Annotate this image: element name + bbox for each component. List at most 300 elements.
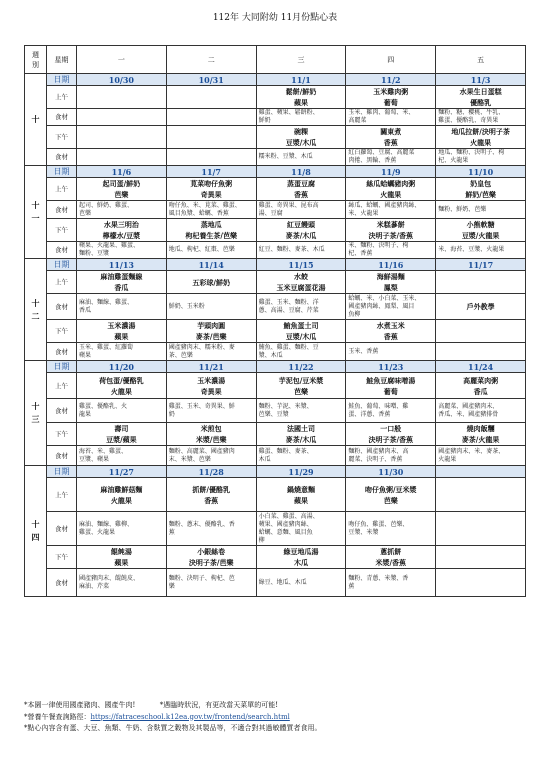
- pm-ingredients-cell: [436, 149, 526, 166]
- pm-snack-line: 麥茶/芭樂: [195, 332, 227, 341]
- note-allergens: *點心內容含有蛋、大豆、魚類、牛奶、含麩質之穀物及其製品等，不適合對其過敏體質者食用。: [24, 724, 322, 732]
- date-label: 日期: [47, 166, 77, 178]
- am-ingredients-row: [25, 109, 526, 126]
- am-snack-cell: [436, 86, 526, 109]
- pm-ingredients-cell: [256, 446, 346, 466]
- pm-snack-cell: [346, 219, 436, 242]
- am-ingredients-line: 蕉: [168, 528, 175, 536]
- am-snack-cell: [256, 86, 346, 109]
- am-ingredients-line: 鮮奶、玉米粉: [168, 302, 205, 310]
- pm-ingredients-line: 鮪魚、雞蛋、麵粉、豆: [258, 343, 319, 351]
- date-cell: 11/21: [166, 361, 256, 373]
- am-snack-line: 火龍果: [380, 190, 402, 199]
- am-ingredients-line: 雞蛋、優酪乳、奇異果: [438, 117, 499, 124]
- am-ingredients-cell: [256, 294, 346, 320]
- am-ingredients-cell: [346, 512, 436, 546]
- pm-snack-cell: [346, 546, 436, 569]
- pm-snack-cell: [436, 126, 526, 149]
- am-ingredients-row: [25, 294, 526, 320]
- field-trip-label: 戶外教學: [466, 301, 495, 311]
- pm-row: [25, 219, 526, 242]
- am-row: [25, 373, 526, 399]
- pm-ingredients-line: 漿、木瓜: [258, 351, 283, 359]
- pm-snack-cell: [346, 320, 436, 343]
- pm-ingredients-line: 國產豬肉末、米、麥茶、: [438, 447, 505, 455]
- pm-ingredients-line: 麵粉、高麗菜、國產豬肉: [168, 447, 235, 455]
- pm-snack-line: 鮪魚蛋土司: [283, 321, 319, 330]
- pm-row: [25, 546, 526, 569]
- am-snack-cell: [166, 86, 256, 109]
- pm-snack-line: 小銀絲卷: [197, 547, 226, 556]
- am-ingredients-line: 高麗菜、國產豬肉末、: [438, 402, 499, 410]
- pm-ingredients-cell: [436, 569, 526, 597]
- pm-snack-cell: [166, 423, 256, 446]
- pm-ingredients-cell: [346, 569, 436, 597]
- am-snack-line: 葡萄: [383, 98, 398, 107]
- pm-ingredients-line: 肉捲、黑輪、香蕉: [348, 157, 397, 164]
- pm-ingredients-line: 紅豆、麵粉、麥茶、木瓜: [258, 246, 325, 253]
- pm-snack-line: 蘋果: [114, 332, 129, 341]
- week-label: 十 四: [25, 466, 47, 597]
- pm-snack-line: 米煎包: [200, 424, 222, 433]
- am-ingredients-cell: [436, 399, 526, 423]
- date-cell: 11/23: [346, 361, 436, 373]
- am-snack-line: 玉米豆腐蛋花湯: [276, 283, 326, 292]
- pm-snack-cell: [166, 320, 256, 343]
- date-cell: 11/15: [256, 259, 346, 271]
- am-snack-cell: [436, 271, 526, 294]
- snack-schedule-table: [24, 45, 526, 597]
- pm-snack-line: 米糕蔘餅: [376, 220, 405, 229]
- date-cell: 11/13: [77, 259, 167, 271]
- am-snack-line: 鳳梨: [383, 283, 398, 292]
- am-snack-line: 奇異果: [200, 190, 222, 199]
- am-snack-cell: [77, 271, 167, 294]
- am-ingredients-line: 米、火龍果: [348, 209, 379, 217]
- date-cell: 11/27: [77, 466, 167, 478]
- pm-ingredients-line: 麵粉、國產豬肉末、高: [348, 447, 409, 455]
- date-cell: 11/24: [436, 361, 526, 373]
- pm-ingredients-line: 火龍果: [438, 455, 457, 463]
- row-label: 食材: [47, 294, 77, 320]
- am-ingredients-cell: [256, 399, 346, 423]
- am-ingredients-line: 雞蛋、玉米、奇異果、鮮: [168, 402, 235, 410]
- am-ingredients-line: 雞蛋、優酪乳、火: [79, 402, 128, 410]
- am-ingredients-line: 蘋果、國產豬肉絲、: [258, 520, 313, 528]
- pm-snack-line: 芋頭肉圓: [197, 321, 226, 330]
- pm-snack-cell: [436, 546, 526, 569]
- row-label: 上午: [47, 86, 77, 109]
- pm-ingredients-line: 麻油、芹菜: [79, 582, 110, 590]
- pm-snack-line: 香蕉: [383, 332, 398, 341]
- am-ingredients-line: 高麗菜: [348, 117, 367, 124]
- am-snack-line: 絲瓜蛤蠣豬肉粥: [366, 179, 416, 188]
- pm-row: [25, 126, 526, 149]
- date-row: [25, 466, 526, 478]
- am-row: [25, 271, 526, 294]
- am-snack-line: 海鮮湯麵: [376, 272, 405, 281]
- week-header-label: 週 別: [32, 50, 39, 69]
- date-row: [25, 166, 526, 178]
- pm-snack-line: 綠豆地瓜湯: [283, 547, 319, 556]
- am-ingredients-line: 小白菜、雞蛋、高湯、: [258, 512, 319, 520]
- pm-ingredients-line: 豆漿、蘋果: [79, 455, 110, 463]
- pm-ingredients-line: 米、麵粉、決明子、枸: [348, 242, 409, 249]
- pm-ingredients-cell: [256, 242, 346, 259]
- am-snack-line: 火龍果: [110, 495, 132, 505]
- pm-ingredients-line: 蕉: [348, 582, 355, 590]
- row-label: 食材: [47, 109, 77, 126]
- date-label: 日期: [47, 466, 77, 478]
- am-row: [25, 86, 526, 109]
- am-ingredients-line: 國產豬肉絲、鳳梨、風目: [348, 302, 415, 310]
- week-label: 十 一: [25, 166, 47, 259]
- am-snack-line: 鍋燒意麵: [286, 484, 315, 494]
- am-snack-cell: [166, 178, 256, 201]
- pm-snack-line: 關東煮: [380, 127, 402, 136]
- am-snack-line: 奶皇包: [470, 179, 492, 188]
- note-meat-and-changes: *本園一律使用國產豬肉、國產牛肉! *遇臨時狀況，有更改當天菜單的可能!: [24, 701, 279, 709]
- am-ingredients-cell: [166, 399, 256, 423]
- am-ingredients-line: 蔥、高湯、豆腐、芹菜: [258, 306, 319, 314]
- am-ingredients-cell: [256, 201, 346, 219]
- pm-snack-line: 米漿/香蕉: [375, 558, 407, 567]
- pm-ingredients-line: 糯米粉、豆漿、木瓜: [258, 153, 313, 160]
- date-cell: [436, 466, 526, 478]
- pm-ingredients-cell: [166, 446, 256, 466]
- am-ingredients-cell: [77, 201, 167, 219]
- pm-snack-cell: [436, 423, 526, 446]
- am-snack-line: 起司蛋/鮮奶: [102, 179, 141, 188]
- pm-snack-cell: [77, 320, 167, 343]
- am-ingredients-line: 麻油、麵線、雞蛋、: [79, 298, 134, 306]
- pm-snack-cell: [256, 126, 346, 149]
- am-ingredients-line: 香瓜: [79, 306, 92, 314]
- pm-ingredients-cell: [166, 569, 256, 597]
- am-snack-line: 優酪乳: [470, 98, 492, 107]
- pm-row: [25, 320, 526, 343]
- day-header-wed: 三: [256, 46, 346, 74]
- am-ingredients-line: 雞蛋、玉米、麵粉、洋: [258, 298, 319, 306]
- row-label: 食材: [47, 242, 77, 259]
- date-cell: 11/6: [77, 166, 167, 178]
- am-ingredients-line: 蛤蠣、米、小白菜、玉米、: [348, 294, 421, 302]
- am-ingredients-line: 麵粉、鮮奶、芭樂: [438, 205, 487, 213]
- pm-ingredients-line: 國產豬肉末、糯米粉、麥: [168, 343, 235, 351]
- pm-snack-cell: [256, 219, 346, 242]
- pm-ingredients-cell: [436, 242, 526, 259]
- pm-ingredients-line: 雞蛋、麵粉、麥茶、: [258, 447, 313, 455]
- pm-snack-line: 豆漿/木瓜: [285, 332, 317, 341]
- am-ingredients-cell: [436, 109, 526, 126]
- am-ingredients-line: 絲瓜、蛤蠣、國產豬肉絲、: [348, 201, 421, 209]
- pm-ingredients-cell: [436, 343, 526, 361]
- am-ingredients-row: [25, 399, 526, 423]
- date-label: 日期: [47, 259, 77, 271]
- pm-ingredients-line: 麗菜、決明子、香蕉: [348, 455, 403, 463]
- pm-snack-line: 枸杞養生茶/芭樂: [185, 231, 237, 240]
- pm-ingredients-line: 海苔、米、雞蛋、: [79, 447, 128, 455]
- note-lunch-lookup: [24, 712, 534, 724]
- row-label: 食材: [47, 343, 77, 361]
- am-ingredients-line: 風目魚漿、蛤蠣、香蕉: [168, 209, 229, 217]
- footnotes: [24, 700, 534, 735]
- date-cell: 11/30: [346, 466, 436, 478]
- am-ingredients-cell: [436, 294, 526, 320]
- pm-snack-line: 檸檬水/豆漿: [102, 231, 141, 240]
- pm-snack-line: 豆漿/蘋果: [106, 435, 137, 444]
- pm-ingredients-cell: [436, 446, 526, 466]
- am-ingredients-line: 鮮奶: [258, 117, 271, 124]
- am-ingredients-line: 起司、鮮奶、雞蛋、: [79, 201, 134, 209]
- pm-ingredients-cell: [346, 149, 436, 166]
- pm-snack-cell: [77, 219, 167, 242]
- am-ingredients-line: 豆漿、米漿: [348, 528, 379, 536]
- pm-snack-cell: [256, 546, 346, 569]
- pm-ingredients-line: 木瓜: [258, 455, 271, 463]
- am-snack-line: 鮭魚豆腐味噌湯: [366, 375, 416, 385]
- am-snack-cell: [346, 178, 436, 201]
- am-snack-cell: [256, 178, 346, 201]
- day-header-fri: 五: [436, 46, 526, 74]
- pm-ingredients-cell: [256, 149, 346, 166]
- pm-snack-line: 蘋果: [114, 558, 129, 567]
- pm-snack-line: 一口般: [380, 424, 402, 433]
- pm-ingredients-cell: [77, 446, 167, 466]
- pm-ingredients-row: [25, 446, 526, 466]
- row-label: 食材: [47, 149, 77, 166]
- am-ingredients-cell: [346, 399, 436, 423]
- am-ingredients-cell: [436, 512, 526, 546]
- am-ingredients-cell: [166, 109, 256, 126]
- pm-ingredients-line: 樂: [168, 582, 175, 590]
- row-label: 下午: [47, 320, 77, 343]
- date-cell: 11/20: [77, 361, 167, 373]
- am-ingredients-line: 麻油、麵線、雞柳、: [79, 520, 134, 528]
- pm-snack-line: 小熊軟糖: [466, 220, 495, 229]
- am-snack-cell: [256, 271, 346, 294]
- am-snack-cell: [346, 478, 436, 512]
- pm-ingredients-row: [25, 569, 526, 597]
- am-ingredients-line: 麵粉、蔥末、優酪乳、香: [168, 520, 235, 528]
- am-snack-cell: [77, 86, 167, 109]
- row-label: 食材: [47, 512, 77, 546]
- date-cell: 10/31: [166, 74, 256, 86]
- am-ingredients-cell: [256, 512, 346, 546]
- pm-snack-line: 豆漿/木瓜: [285, 138, 317, 147]
- date-cell: 11/8: [256, 166, 346, 178]
- pm-snack-cell: [436, 219, 526, 242]
- pm-ingredients-line: 紅白蘿蔔、豆腐、高麗菜: [348, 149, 415, 156]
- am-snack-cell: [166, 478, 256, 512]
- pm-snack-line: 蒸地瓜: [200, 220, 222, 229]
- am-ingredients-line: 魚柳: [348, 310, 361, 318]
- pm-snack-line: 決明子茶/香蕉: [368, 231, 414, 240]
- day-header-thu: 四: [346, 46, 436, 74]
- date-cell: 11/9: [346, 166, 436, 178]
- am-snack-cell: [346, 373, 436, 399]
- week-label: 十 三: [25, 361, 47, 466]
- am-ingredients-cell: [346, 201, 436, 219]
- row-label: 食材: [47, 446, 77, 466]
- lunch-lookup-link[interactable]: https://fatraceschool.k12ea.gov.tw/frontend/search.html: [90, 712, 290, 721]
- date-cell: 11/2: [346, 74, 436, 86]
- am-snack-line: 香瓜: [114, 283, 129, 292]
- am-snack-line: 莧菜吻仔魚粥: [190, 179, 233, 188]
- am-ingredients-cell: [77, 294, 167, 320]
- am-ingredients-line: 奶: [168, 410, 175, 418]
- pm-snack-cell: [77, 546, 167, 569]
- am-ingredients-line: 芭樂、豆漿: [258, 410, 289, 418]
- pm-row: [25, 423, 526, 446]
- pm-ingredients-cell: [166, 242, 256, 259]
- am-ingredients-cell: [77, 109, 167, 126]
- am-ingredients-line: 香瓜、米、國產豬排骨: [438, 410, 499, 418]
- pm-ingredients-line: 杞、火龍果: [438, 157, 469, 164]
- row-label: 食材: [47, 569, 77, 597]
- pm-ingredients-cell: [346, 242, 436, 259]
- week-label: 十: [25, 74, 47, 166]
- pm-ingredients-line: 麵粉、豆漿: [79, 250, 110, 257]
- am-snack-line: 香瓜: [473, 386, 488, 396]
- am-ingredients-cell: [346, 294, 436, 320]
- pm-ingredients-cell: [77, 149, 167, 166]
- row-label: 下午: [47, 546, 77, 569]
- am-ingredients-cell: [256, 109, 346, 126]
- pm-ingredients-line: 末、米漿、芭樂: [168, 455, 211, 463]
- am-ingredients-line: 湯、豆腐: [258, 209, 283, 217]
- am-snack-cell: [256, 373, 346, 399]
- pm-snack-cell: [346, 423, 436, 446]
- pm-snack-cell: [436, 320, 526, 343]
- am-snack-line: 玉米雞肉粥: [373, 87, 409, 96]
- pm-snack-line: 餛飩湯: [110, 547, 132, 556]
- pm-ingredients-cell: [166, 149, 256, 166]
- am-snack-line: 麻油雞蛋麵線: [100, 272, 143, 281]
- am-snack-cell: [346, 86, 436, 109]
- date-row: [25, 259, 526, 271]
- am-snack-line: 麻油雞鮮菇麵: [100, 484, 143, 494]
- pm-snack-line: 決明子茶/香蕉: [368, 435, 414, 444]
- pm-snack-line: 決明子茶/芭樂: [188, 558, 234, 567]
- date-row: [25, 361, 526, 373]
- am-ingredients-cell: [77, 512, 167, 546]
- pm-ingredients-line: 杞、香蕉: [348, 250, 373, 257]
- pm-snack-line: 木瓜: [293, 558, 308, 567]
- pm-snack-cell: [77, 423, 167, 446]
- am-row: [25, 478, 526, 512]
- pm-ingredients-cell: [77, 242, 167, 259]
- am-ingredients-line: 雞蛋、奇異果、昆布高: [258, 201, 319, 209]
- am-snack-line: 鮮奶/芭樂: [465, 190, 496, 199]
- am-snack-cell: [77, 178, 167, 201]
- pm-ingredients-row: [25, 242, 526, 259]
- am-snack-line: 芭樂: [383, 495, 398, 505]
- pm-ingredients-line: 地瓜、枸杞、紅棗、芭樂: [168, 246, 235, 253]
- row-label: 下午: [47, 126, 77, 149]
- am-snack-cell: [436, 178, 526, 201]
- am-ingredients-line: 柳: [258, 536, 265, 544]
- am-ingredients-line: 蛋、洋蔥、香蕉: [348, 410, 391, 418]
- date-cell: 11/16: [346, 259, 436, 271]
- pm-ingredients-cell: [256, 343, 346, 361]
- pm-snack-line: 壽司: [114, 424, 129, 433]
- pm-ingredients-line: 玉米、雞蛋、紅蘿蔔: [79, 343, 134, 351]
- am-snack-line: 抓餅/優酪乳: [192, 484, 230, 494]
- am-snack-line: 芭樂: [114, 190, 129, 199]
- am-snack-line: 火龍果: [110, 386, 132, 396]
- am-ingredients-cell: [77, 399, 167, 423]
- table-header-row: [25, 46, 526, 74]
- pm-snack-line: 米漿/芭樂: [195, 435, 227, 444]
- am-snack-line: 葡萄: [383, 386, 398, 396]
- am-snack-cell: [166, 373, 256, 399]
- pm-ingredients-line: 蘋果: [79, 351, 92, 359]
- am-snack-line: 鬆餅/鮮奶: [285, 87, 317, 96]
- am-snack-cell: [166, 271, 256, 294]
- pm-ingredients-line: 米、海苔、豆漿、火龍果: [438, 246, 505, 253]
- note-lunch-lookup-label: *營養午餐查詢路徑：: [24, 712, 91, 721]
- pm-ingredients-line: 綠豆、地瓜、木瓜: [258, 578, 307, 586]
- pm-snack-line: 水煮玉米: [376, 321, 405, 330]
- am-snack-cell: [77, 478, 167, 512]
- pm-snack-cell: [346, 126, 436, 149]
- pm-ingredients-cell: [77, 343, 167, 361]
- am-ingredients-row: [25, 512, 526, 546]
- pm-ingredients-cell: [77, 569, 167, 597]
- am-ingredients-line: 蛤蠣、意麵、風目魚: [258, 528, 313, 536]
- day-header-mon: 一: [77, 46, 167, 74]
- pm-ingredients-line: 麵粉、青蔥、米漿、香: [348, 574, 409, 582]
- pm-snack-cell: [166, 126, 256, 149]
- row-label: 下午: [47, 219, 77, 242]
- am-snack-cell: [256, 478, 346, 512]
- row-label: 上午: [47, 271, 77, 294]
- pm-ingredients-cell: [256, 569, 346, 597]
- pm-ingredients-line: 國產豬肉末、餛飩皮、: [79, 574, 140, 582]
- pm-ingredients-cell: [346, 343, 436, 361]
- am-ingredients-line: 麵粉、糖、櫻桃、牛乳、: [438, 109, 505, 116]
- am-snack-line: 吻仔魚粥/豆米漿: [365, 484, 417, 494]
- am-snack-cell: [436, 478, 526, 512]
- am-ingredients-line: 雞蛋、火龍果: [79, 528, 116, 536]
- am-ingredients-line: 吻仔魚、雞蛋、芭樂、: [348, 520, 409, 528]
- am-ingredients-line: 麵粉、芋泥、米漿、: [258, 402, 313, 410]
- pm-ingredients-line: 麵粉、決明子、枸杞、芭: [168, 574, 235, 582]
- am-snack-line: 荷包蛋/優酪乳: [99, 375, 144, 385]
- am-snack-line: 奇異果: [200, 386, 222, 396]
- date-row: [25, 74, 526, 86]
- pm-ingredients-cell: [166, 343, 256, 361]
- date-cell: 11/28: [166, 466, 256, 478]
- am-row: [25, 178, 526, 201]
- am-ingredients-line: 雞蛋、蘋果、鬆餅粉、: [258, 109, 319, 116]
- am-snack-line: 芋泥包/豆米漿: [278, 375, 324, 385]
- pm-snack-line: 香蕉: [383, 138, 398, 147]
- pm-snack-line: 碗粿: [293, 127, 308, 136]
- date-cell: 11/7: [166, 166, 256, 178]
- date-cell: 11/3: [436, 74, 526, 86]
- row-label: 上午: [47, 478, 77, 512]
- am-snack-line: 蘋果: [293, 495, 308, 505]
- pm-snack-line: 蔥抓餅: [380, 547, 402, 556]
- date-cell: 11/10: [436, 166, 526, 178]
- pm-snack-line: 麥茶/火龍果: [461, 435, 500, 444]
- am-snack-cell: [436, 373, 526, 399]
- pm-ingredients-row: [25, 149, 526, 166]
- am-ingredients-line: 鮭魚、葡萄、味噌、雞: [348, 402, 409, 410]
- date-cell: 11/29: [256, 466, 346, 478]
